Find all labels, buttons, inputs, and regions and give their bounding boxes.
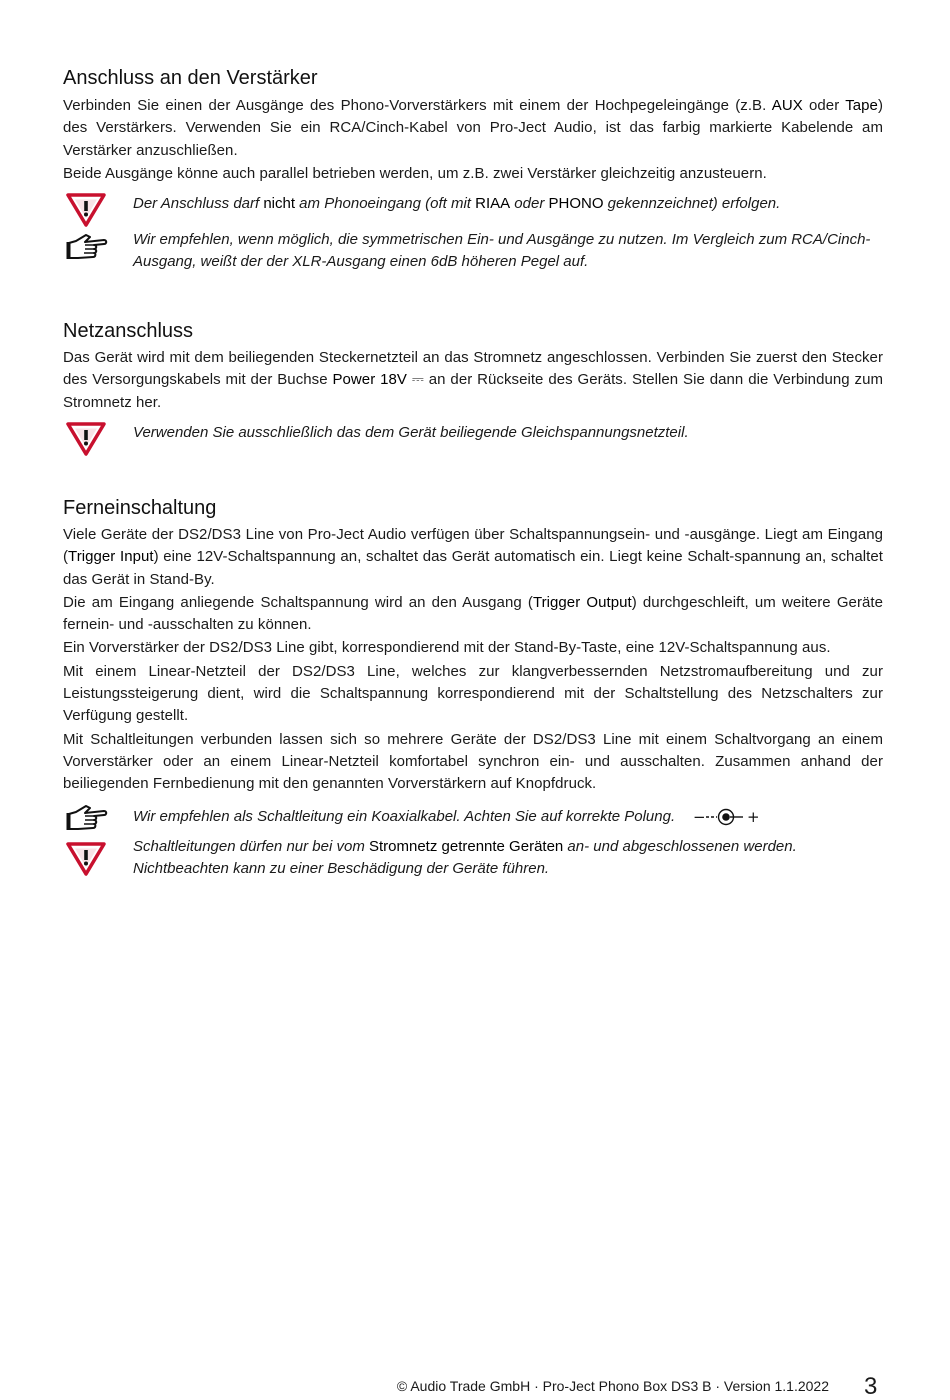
text: an- und abgeschlossenen werden. Nichtbeachten kann zu einer Beschädigung der Geräte führen. <box>133 837 797 877</box>
text: Das Gerät wird mit dem beiliegenden Steckernetzteil an das Stromnetz angeschlossen. Verbinden Sie zuerst den Stecker des Versorgungskabels mit der Buchse <box>63 349 883 389</box>
text: Verbinden Sie einen der Ausgänge des Phono-Vorverstärkers mit einem der Hochpegeleingänge (z.B. <box>63 97 772 114</box>
text: Verwenden Sie ausschließlich das dem Gerät beiliegende Gleichspannungsnetzteil. <box>133 423 689 441</box>
term-aux: AUX <box>771 97 803 114</box>
paragraph: Beide Ausgänge könne auch parallel betrieben werden, um z.B. zwei Verstärker gleichzeitig anzusteuern. <box>63 164 767 182</box>
paragraph: Ein Vorverstärker der DS2/DS3 Line gibt, korrespondierend mit der Stand-By-Taste, eine 12V-Schaltspannung aus. <box>63 639 831 657</box>
section-title-power: Netzanschluss <box>63 320 194 342</box>
polarity-minus: − <box>693 807 706 826</box>
term-tape: Tape <box>845 97 878 114</box>
paragraph <box>63 95 883 162</box>
paragraph: Mit einem Linear-Netzteil der DS2/DS3 Line, welches zur klangverbessernden Netzstromaufbereitung und zur Leistungssteigerung dient, wird die Schaltspannung korrespondierend mit der Schaltstellung des Netzschalters zur Verfügung gestellt. <box>63 662 883 725</box>
text: ) des Verstärkers. Verwenden Sie ein RCA/Cinch-Kabel von Pro-Ject Audio, ist das farbig markierte Kabelende am Verstärker anzuschließen. <box>63 97 883 159</box>
page-footer <box>0 1374 950 1400</box>
text: Wir empfehlen, wenn möglich, die symmetrischen Ein- und Ausgänge zu nutzen. Im Vergleich zum RCA/Cinch-Ausgang, weißt der der XLR-Ausgang einen 6dB höheren Pegel auf. <box>133 231 871 271</box>
text: Schaltleitungen dürfen nur bei vom <box>133 837 369 855</box>
section-power <box>63 319 883 444</box>
term-stromnetz-getrennt: Stromnetz getrennte Geräten <box>368 837 564 855</box>
warning-note <box>63 422 883 444</box>
pointing-hand-icon <box>66 231 108 272</box>
term-trigger-output: Trigger Output <box>532 593 632 611</box>
term-nicht: nicht <box>263 195 296 213</box>
term-trigger-input: Trigger Input <box>68 548 154 566</box>
tip-note <box>63 229 883 273</box>
text: oder <box>510 195 549 213</box>
text: Die am Eingang anliegende Schaltspannung wird an den Ausgang ( <box>63 593 533 611</box>
warning-note <box>63 193 883 215</box>
term-power-18v: Power 18V <box>332 371 407 389</box>
text: Der Anschluss darf <box>133 195 264 213</box>
footer-copyright: © Audio Trade GmbH · Pro-Ject Phono Box DS3 B · Version 1.1.2022 <box>396 1378 829 1394</box>
paragraph: Mit Schaltleitungen verbunden lassen sich so mehrere Geräte der DS2/DS3 Line mit einem Schaltvorgang an einem Vorverstärker oder an einem Linear-Netzteil komfortabel synchron ein- und ausschalten. Zusammen anhand der beiliegenden Fernbedienung mit den genannten Vorverstärkern auf Knopfdruck. <box>63 730 883 793</box>
text: ) durchgeschleift, um weitere Geräte fernein- und -ausschalten zu können. <box>63 593 883 634</box>
text: ) eine 12V-Schaltspannung an, schaltet das Gerät automatisch ein. Liegt keine Schalt-spannung an, schaltet das Gerät in Stand-By. <box>63 548 883 588</box>
tip-note <box>63 806 883 828</box>
section-title-amplifier: Anschluss an den Verstärker <box>63 67 318 89</box>
text: Viele Geräte der DS2/DS3 Line von Pro-Ject Audio verfügen über Schaltspannungsein- und -ausgänge. Liegt am Eingang ( <box>63 526 883 566</box>
section-trigger <box>63 496 883 880</box>
polarity-plus: + <box>747 807 760 826</box>
term-phono: PHONO <box>548 195 604 213</box>
section-title-trigger: Ferneinschaltung <box>63 497 217 519</box>
text: oder <box>802 97 846 114</box>
page-number: 3 <box>864 1373 878 1400</box>
text: Wir empfehlen als Schaltleitung ein Koaxialkabel. Achten Sie auf korrekte Polung. <box>133 807 676 825</box>
term-riaa: RIAA <box>475 195 511 213</box>
dc-symbol: ⎓ <box>411 371 424 389</box>
text: am Phonoeingang (oft mit <box>295 195 476 213</box>
warning-triangle-icon <box>66 193 106 234</box>
paragraph <box>63 592 883 637</box>
warning-triangle-icon <box>66 842 106 883</box>
text: gekennzeichnet) erfolgen. <box>603 195 781 213</box>
warning-triangle-icon <box>66 422 106 463</box>
polarity-symbol <box>693 807 763 827</box>
warning-note <box>63 836 883 880</box>
paragraph <box>63 524 883 591</box>
paragraph <box>63 347 883 414</box>
text: an der Rückseite des Geräts. Stellen Sie dann die Verbindung zum Stromnetz her. <box>63 371 884 411</box>
section-amplifier <box>63 66 883 273</box>
